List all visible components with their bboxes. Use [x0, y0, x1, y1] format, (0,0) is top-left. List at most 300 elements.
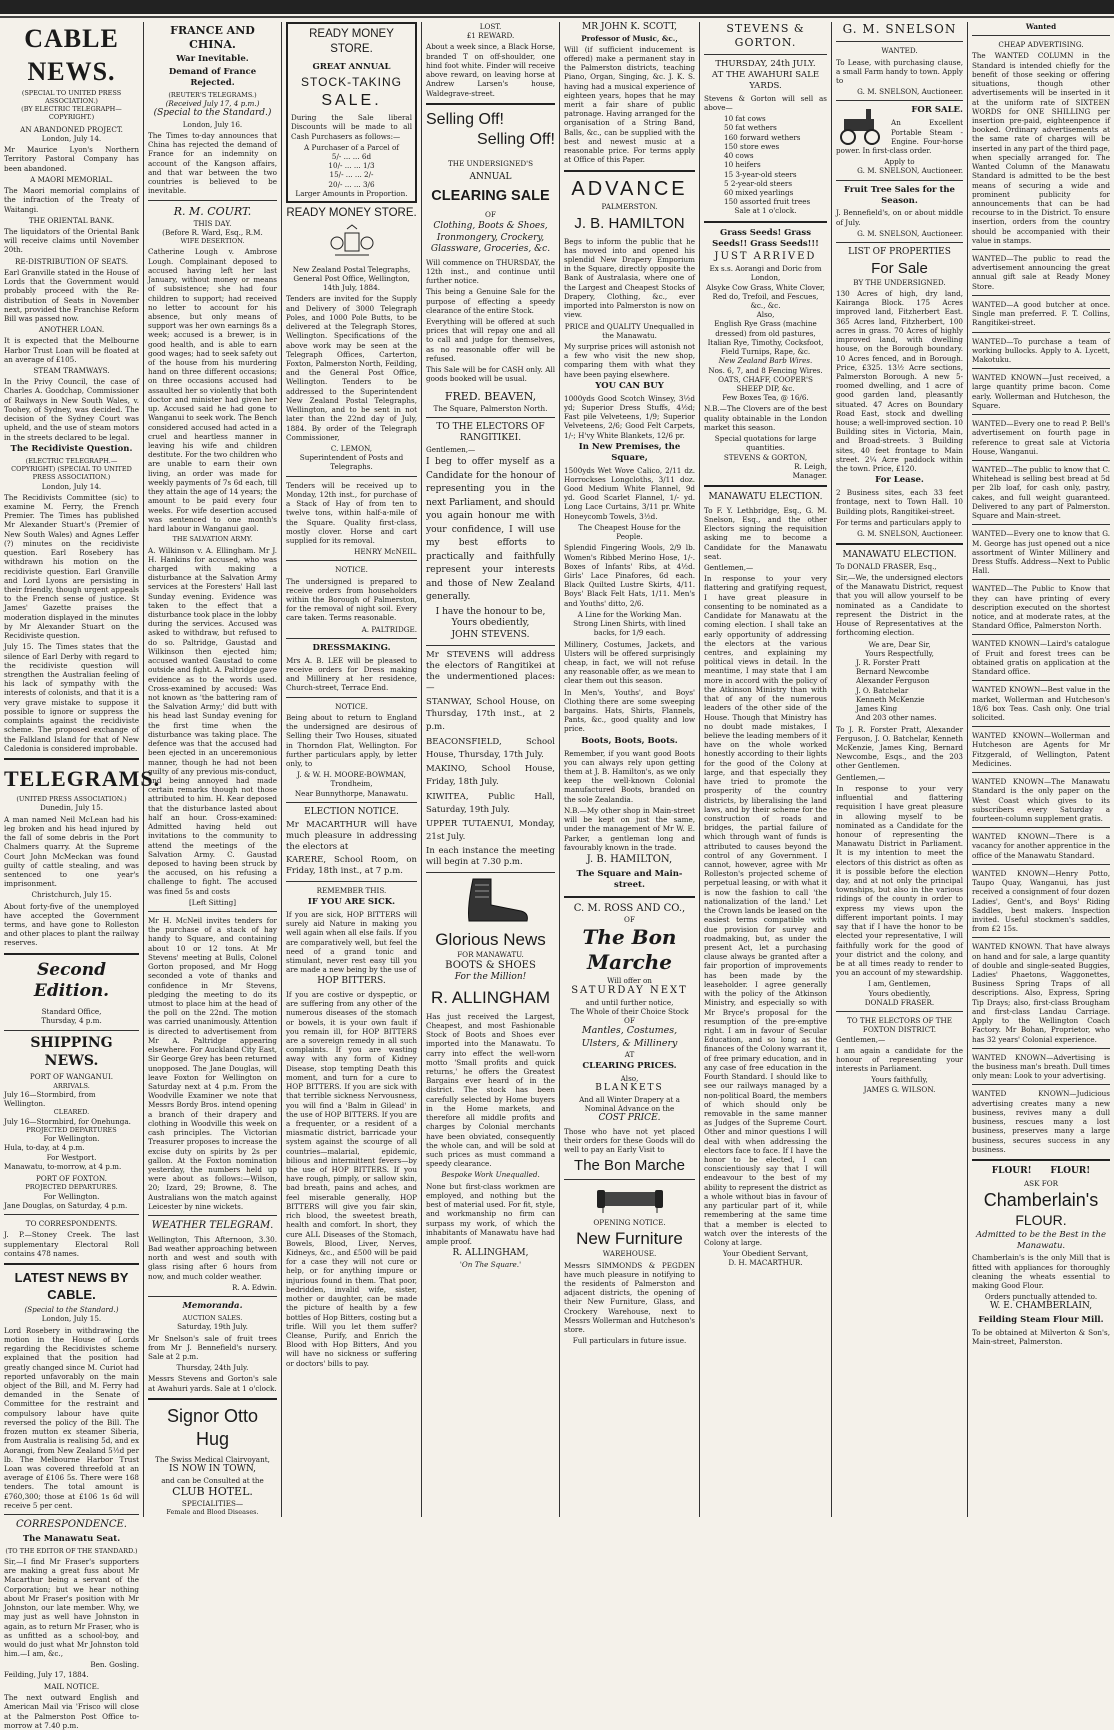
subhead: THE UNDERSIGNED'S — [447, 158, 534, 168]
list-item: WANTED KNOWN—Judicious advertising creates many a new business, revives many a dull business, rescues many a lost business, preserves many a large business, secures success in any business. — [972, 1089, 1110, 1154]
subhead: Manager. — [792, 470, 827, 480]
article-text: For terms and particulars apply to — [836, 517, 962, 527]
headline: FLOUR! FLOUR! — [991, 1165, 1091, 1176]
headline: The Bon Marche — [574, 1157, 685, 1175]
subhead: PORT OF WANGANUI. — [29, 1072, 114, 1082]
column-advance — [560, 22, 700, 1517]
subhead: The Cheapest House for the People. — [578, 522, 681, 542]
list-item: 150 store ewes — [724, 141, 780, 151]
list-item: Kenneth McKenzie — [856, 694, 925, 704]
letter-text: Sir,—We, the undersigned electors of the Manawatu District, request that you will allow yourself to be nominated as a Candidate to represent the District in the House of Representatives at the forthcoming election. — [836, 573, 963, 638]
subhead: (TO THE EDITOR OF THE STANDARD.) — [5, 1546, 138, 1555]
headline: DRESSMAKING. — [312, 642, 391, 653]
dateline: Dunedin, July 15. — [40, 803, 103, 813]
subhead: Female and Blood Diseases. — [166, 1508, 259, 1517]
subhead: 'On The Square.' — [459, 1259, 522, 1269]
headline: READY MONEY STORE. — [309, 28, 394, 55]
list-item: UPPER TUTAENUI, Monday, 21st July. — [426, 819, 555, 843]
subhead: BLANKETS — [595, 1083, 664, 1094]
list-item: Jane Douglas, on Saturday, 4 p.m. — [4, 1200, 128, 1210]
subhead: (Before R. Ward, Esq., R.M. — [162, 227, 263, 237]
list-item: For Wellington. — [43, 1134, 100, 1144]
article-text: Tenders are invited for the Supply and Delivery of 3000 Telegraph Poles, and 1000 Pole Butts, to be delivered at the Telegraph Stores, Wellington. Specifications of the above work may be seen at the Telegraph Offices, Carterton, Foxton, Palmerston North, Feilding, and the General Post Office, Wellington. Tenders to be addressed to the Superintendent New Zealand Postal Telegraphs, Wellington, and to be sent in not later than the 22nd day of July, 1884. By order of the Telegraph Commissioner, — [286, 294, 417, 442]
latest-news-title: LATEST NEWS BY CABLE. — [14, 1269, 129, 1302]
article-text: The next outward English and American Mail via 'Frisco will close at the Palmerston Post Office to-morrow at 7.40 p.m. — [4, 1693, 139, 1730]
correspondence-title: CORRESPONDENCE. — [16, 1519, 127, 1531]
subhead: HOP BITTERS. — [317, 976, 386, 987]
article-text: J. Bennefield's, on or about middle of July. — [836, 208, 963, 227]
article-text: To Lease, with purchasing clause, a small Farm handy to town. Apply to — [836, 57, 963, 86]
list-item: KIWITEA, Public Hall, Saturday, 19th July. — [426, 791, 555, 815]
steam-engine-icon — [836, 105, 888, 145]
subhead: SALE. — [321, 91, 382, 109]
subhead: WANTED. — [881, 46, 918, 56]
signature: G. M. SNELSON, Auctioneer. — [857, 228, 963, 238]
headline: FLOUR. — [1015, 1211, 1067, 1228]
subhead: OATS, CHAFF, COOPER'S SHEEP DIP, &c. — [718, 374, 813, 394]
headline: The Bon Marche — [582, 924, 677, 975]
subhead: CHEAP ADVERTISING. — [998, 40, 1084, 50]
article-text: In each instance the meeting will begin at 7.30 p.m. — [426, 845, 555, 867]
signature: DONALD FRASER. — [864, 997, 935, 1007]
subhead: IS NOW IN TOWN, — [168, 1464, 257, 1475]
list-item: 40 cows — [724, 151, 754, 161]
headline: MANAWATU ELECTION. — [708, 492, 823, 503]
list-item: BEACONSFIELD, School House, Thursday, 17th July. — [426, 736, 555, 760]
subhead: and can be Consulted at the — [161, 1475, 264, 1485]
article-text: The Times to-day announces that China has rejected the demand of France for an indemnity on account of the Kangson affairs, and that war between the two countries is believed to be inevitable. — [148, 131, 277, 196]
headline: TO THE ELECTORS OF THE FOXTON DISTRICT. — [846, 1016, 953, 1035]
subhead: (Special to the Standard.) — [24, 1305, 119, 1315]
list-item: 20/- ... ... 3/6 — [328, 179, 375, 189]
headline: TO THE ELECTORS OF RANGITIKEI. — [436, 421, 545, 444]
article-text: Messrs Stevens and Gorton's sale at Awahuri yards. Sale at 1 o'clock. — [148, 1374, 277, 1393]
subhead: Yours Respectfully, — [865, 648, 934, 658]
subhead: PROJECTED DEPARTURES — [26, 1125, 117, 1134]
headline: NOTICE. — [335, 565, 368, 575]
headline: ELECTION NOTICE. — [304, 806, 399, 817]
dateline: Christchurch, July 15. — [31, 890, 112, 900]
subhead: I am, Gentlemen, — [868, 979, 931, 989]
list-item: WANTED—The Public to Know that they can have printing of every description executed on the shortest notice, and at moderate rates, at the Standard Office, Palmerston North. — [972, 584, 1110, 631]
list-item: WANTED—Every one to read P. Bell's advertisement on fourth page in reference to great sale at Victoria House, Wanganui. — [972, 419, 1110, 456]
headline: Grass Seeds! Grass Seeds!! Grass Seeds!!! — [712, 227, 819, 249]
list-item: WANTED KNOWN—Just received, a large quantity prime bacon. Come early. Wollerman and Hutcheson, the Square. — [972, 373, 1110, 410]
subhead: SPECIALITIES— — [181, 1498, 244, 1508]
headline: THE ORIENTAL BANK. — [28, 215, 115, 225]
subhead: SATURDAY NEXT — [571, 984, 688, 996]
headline: New Furniture — [576, 1228, 683, 1248]
article-text: 130 Acres of high, dry land, Kairanga Block. 175 Acres improved land, Fitzherbert East. 365 Acres land, Fitzherbert, 100 acres in grass. 70 Acres of highly improved land, with dwelling house, on the Borough boundary. 10 Acres fenced, and in Borough. Price, £325. 13½ Acre sections, Palmerston Borough. A new 5-roomed dwelling, and 1 acre of good garden land, pleasantly situated. 47 Acres on Boundary Road East, stock and dwelling house; a well-improved section. 10 Building sites in Victoria, Main, and Broad-streets. 3 Building sites, 40 feet frontage to Main street. 2¼ Acre paddock within the town. Price, £120. — [836, 288, 963, 474]
subhead: and until further notice, — [585, 997, 674, 1007]
list-item: 50 fat wethers — [724, 123, 777, 133]
subhead: (Received July 17, 4 p.m.) — [165, 99, 260, 109]
subhead: BY THE UNDERSIGNED. — [853, 277, 946, 287]
subhead: Yours faithfully, — [871, 1075, 928, 1085]
signature: R. ALLINGHAM, — [452, 1248, 529, 1259]
headline: Wanted — [1025, 22, 1057, 31]
column-clearing-sale — [422, 22, 560, 1517]
article-text: Mr Snelson's sale of fruit trees from Mr J. Bennefield's nursery. Sale at 2 p.m. — [148, 1333, 277, 1361]
subhead: CLEARED. — [53, 1108, 90, 1117]
cable-subtitle: (SPECIAL TO UNITED PRESS ASSOCIATION.) — [21, 88, 122, 105]
subhead: AT THE AWAHURI SALE YARDS. — [711, 70, 820, 91]
article-text: An Excellent Portable Steam - Engine. Four-horse power. In first-class order. — [836, 118, 963, 155]
subhead: (REUTER'S TELEGRAMS.) — [168, 90, 257, 99]
article-text: Tenders will be received up to Monday, 12th inst., for purchase of a Stack of Hay of from ten to twelve tons, within half-a-mile of the Square. Quality first-class, mostly clover. Horse and cart supplied for its removal. — [286, 480, 417, 545]
coat-of-arms-icon — [327, 225, 377, 261]
subhead: For Lease. — [875, 475, 924, 486]
headline: Memoranda. — [182, 1301, 243, 1312]
list-item: WANTED KNOWN—Henry Potto, Taupo Quay, Wanganui, has just received a consignment of four dozen Ladies', Gent's, and Boys' Riding Saddles, best makers. Inspection invited. Useful stockmen's saddles, from £2 15s. — [972, 868, 1110, 934]
article-text: Mr STEVENS will address the electors of Rangitikei at the undermentioned places:— — [426, 650, 555, 693]
headline: J. B. HAMILTON — [574, 215, 685, 233]
subhead: Boots, Boots, Boots. — [581, 735, 678, 746]
article-text: The Recidivists Committee (sic) to examine M. Ferry, the French Premier. The Times has published Mr Alexander Stuart's (Premier of New South Wales) and Agnes Leffer (?) minutes on the recidiviste question. Earl Rosebery has withdrawn his motion on the recidiviste question. Earl Granville and Lord Lyons are persisting in their friendly, though urgent appeals to the French sense of justice. St James' Gazette praises the moderation displayed in the minutes by Mr Alexander Stuart on the Recidiviste question. — [4, 492, 139, 641]
subhead: I have the honour to be, — [435, 606, 546, 617]
signature: G. M. SNELSON, Auctioneer. — [857, 87, 963, 97]
second-edition-title: Second Edition. — [33, 959, 110, 1002]
signature: Ben. Gosling. — [90, 1660, 139, 1670]
list-item: WANTED—To purchase a team of working bullocks. Apply to A. Lycett, Makotuku. — [972, 336, 1110, 364]
headline: REMEMBER THIS. — [316, 885, 387, 895]
subhead: Orders punctually attended to. — [984, 1292, 1098, 1302]
subhead: YOU CAN BUY — [595, 380, 664, 391]
list-item: 5/- ... ... 6d — [331, 152, 372, 162]
boot-icon — [451, 877, 531, 925]
list-item: For Wellington. — [43, 1191, 100, 1201]
article-text: This Sale will be for CASH only. All goods booked will be usual. — [426, 365, 555, 384]
subhead: OPENING NOTICE. — [593, 1218, 666, 1228]
article-text: 1000yds Good Scotch Winsey, 3½d yd; Superior Dress Stuffs, 4½d; Fast pile Velveteens, 1/9; Superior Velveteens, 2/6; Good Felt Carpets, 1/-; H'vy White Blankets, 12/6 pr. — [564, 393, 695, 440]
subhead: WIFE DESERTION. — [180, 237, 245, 246]
article-text: Wellington, This Afternoon, 3.30. Bad weather approaching between north and west and south with glass rising after 6 hours from now, and much colder weather. — [148, 1234, 277, 1281]
subhead: Bespoke Work Unequalled. — [441, 1170, 540, 1180]
subhead: The Square and Main-street. — [576, 868, 683, 890]
subhead: JUST ARRIVED — [714, 251, 817, 263]
dateline: London, July 14. — [41, 481, 102, 491]
subhead: In New Premises, the Square, — [578, 441, 681, 463]
subhead: THURSDAY, 24th JULY. — [715, 59, 816, 70]
article-text: Will commence on THURSDAY, the 12th inst., and continue until further notice. — [426, 257, 555, 286]
subhead: New Zealand Barb Wires. — [718, 356, 813, 366]
list-item: 15 3-year-old steers — [724, 169, 797, 179]
signature: G. M. SNELSON, Auctioneer. — [857, 529, 963, 539]
letter-text: In response to your very influential and flattering requisition I have great pleasure in allowing myself to be nominated as a Candidate for the honour of representing the Manawatu District in Parliament. It is my intention to meet the electors of this district as often as it is possible before the election day, and at not only the principal townships, but also in the various ridings of the county in order to express my views upon the different important points. I may say that if I have the honor to be elected your representative, I will faithfully work for the good of your district and the colony, and be at all times ready to render to you an account of my stewardship. — [836, 783, 963, 978]
headline: IF YOU ARE SICK. — [307, 896, 396, 907]
subhead: Alsyke Cow Grass, White Clover, Red do, Trefoil, and Fescues, &c., &c. — [706, 282, 825, 311]
headline: Selling Off! — [477, 131, 555, 149]
subhead: Your Obedient Servant, — [722, 1249, 809, 1259]
article-text: The undersigned is prepared to receive orders from householders within the Borough of Palmerston, for the removal of night soil. Every care taken. Terms reasonable. — [286, 576, 417, 623]
sofa-icon — [595, 1184, 665, 1214]
article-text: Has just received the Largest, Cheapest, and most Fashionable Stock of Boots and Shoes ever imported into the Manawatu. To carry into effect the well-worn motto 'Small profits and quick returns,' he offers the Greatest Bargains ever heard of in the district. The stock has been carefully selected by Home buyers in the Home markets, and therefore all middle profits and charges by Colonial merchants have been obviated, consequently the whole can, and will be sold at such prices as must command a speedy clearance. — [426, 1011, 555, 1169]
list-item: 10 heifers — [724, 160, 761, 170]
list-item: Manawatu, to-morrow, at 4 p.m. — [4, 1161, 122, 1171]
list-item: WANTED—The public to read the advertisement announcing the great annual gift sale at Ready Money Store. — [972, 254, 1110, 291]
subhead: AT — [624, 1049, 635, 1059]
subhead: Thursday, 4 p.m. — [41, 1016, 102, 1026]
list-item: July 16—Stormbird, for Onehunga. — [4, 1116, 131, 1126]
subhead: Gentlemen,— — [836, 772, 886, 782]
subhead: Gentlemen,— — [704, 563, 754, 573]
subhead: Admitted to be the Best in the Manawatu. — [976, 1229, 1106, 1251]
list-item: For Westport. — [46, 1152, 97, 1162]
article-text: If you are costive or dyspeptic, or are suffering from any other of the numerous diseases of the stomach or bowels, it is your own fault if you remain ill, for HOP BITTERS are a sovereign remedy in all such complaints. If you are wasting away with any form of Kidney Disease, stop tempting Death this moment, and turn for a cure to HOP BITTERS. If you are sick with that terrible sickness Nervousness, you will find a 'Balm in Gilead' in the use of HOP BITTERS. If you are a frequenter, or a resident of a miasmatic district, barricade your system against the scourge of all countries—malarial, epidemic, bilious and intermittent fevers—by the use of HOP BITTERS. If you have rough, pimply, or sallow skin, bad breath, pains and aches, and feel miserable generally, HOP BITTERS will give you fair skin, rich blood, the sweetest breath, health and comfort. In short, they cure ALL Diseases of the Stomach, Bowels, Blood, Liver, Nerves, Kidneys, &c., and £500 will be paid for a case they will not cure or help, or for anything impure or injurious found in them. That poor, bedridden, invalid wife, sister, mother or daughter, can be made the picture of health by a few bottles of Hop Bitters, costing but a trifle. Will you let them suffer? Cleanse, Purify, and Enrich the Blood with Hop Bitters, And you will have no sickness or suffering or doctors' bills to pay. — [286, 989, 417, 1368]
subhead: Also, — [756, 310, 775, 320]
dateline: London, July 16. — [182, 119, 243, 129]
article-text: Lord Rosebery in withdrawing the motion in the House of Lords regarding the Recidivistes scheme explained that the position had greatly changed since M. Curiot had reported unfavorably on the main object of the Bill, and M. Ferry had demanded in the Senate of Committee for the restraint and compulsory labour have quite reversed the policy of the Bill. The frozen mutton ex steamer Siberia, from Australia is realising 5d, and ex Aorangi, from New Zealand 5½d per lb. The Melbourne Harbor Trust Loan was covered threefold at an average of £106 5s. There were 168 tenders. The total amount is £760,300; those at £106 1s 6d will receive 5 per cent. — [4, 1325, 140, 1510]
subhead: Professor of Music, &c., — [581, 33, 678, 43]
signature: W. E. CHAMBERLAIN, — [989, 1301, 1093, 1312]
list-item: WANTED—Every one to know that G. M. George has just opened out a nice assortment of Winter Millinery and Dress Stuffs. Address—Next to Public Hall. — [972, 529, 1110, 576]
list-item: 5 2-year-old steers — [724, 178, 793, 188]
list-item: Alexander Ferguson — [856, 676, 930, 686]
subhead: Also, — [620, 1073, 639, 1083]
shipping-title: SHIPPING NEWS. — [30, 1034, 113, 1069]
headline: NOTICE. — [335, 701, 368, 711]
article-text: None but first-class workmen are employed, and nothing but the best of material used. For fit, style, and workmanship no firm can surpass my work, of which the inhabitants of Manawatu have had ample proof. — [426, 1181, 555, 1246]
list-item: Hula, to-day, at 4 p.m. — [4, 1143, 85, 1153]
subhead: Standard Office, — [41, 1007, 102, 1017]
subhead: War Inevitable. — [176, 54, 249, 65]
subhead: Yours obediently, — [868, 988, 931, 998]
list-item: WANTED KNOWN—There is a vacancy for another apprentice in the office of the Manawatu Standard. — [972, 832, 1110, 860]
subhead: Special quotations for large quantities. — [714, 434, 817, 453]
article-text: Clothing, Boots & Shoes, Ironmongery, Crockery, Glassware, Groceries, &c. — [430, 221, 551, 255]
signature: C. LEMON, — [330, 443, 373, 453]
subhead: ASK FOR — [1023, 1179, 1059, 1189]
signature: JOHN STEVENS. — [451, 629, 530, 640]
cable-news-title: CABLE NEWS. — [24, 24, 119, 87]
subhead: Sale at 1 o'clock. — [734, 206, 797, 216]
article-text: In Men's, Youths', and Boys' Clothing there are some sweeping bargains. Hats, Shirts, Flannels, Pants, &c., good quality and low price. — [564, 687, 695, 734]
headline: WEATHER TELEGRAM. — [151, 1220, 274, 1232]
article-text: 1500yds Wet Wove Calico, 2/11 dz. Horrockses Longcloths, 3/11 doz. Good Medium White Flannel, 9d yd. Good Scarlet Flannel, 1/- yd. Long Lace Curtains, 3/11 pr. White Honeycomb Towels, 3½d. — [564, 465, 695, 521]
subhead: PROJECTED DEPARTURES. — [25, 1183, 118, 1192]
column-snelson — [832, 22, 968, 1517]
subhead: Strong Linen Shirts, with lined backs, for 1/9 each. — [573, 619, 686, 638]
headline: Signor Otto Hug — [166, 1405, 259, 1449]
article-text: Earl Granville stated in the House of Lords that the Government would probably proceed with the Re-distribution of Seats in November next, provided the Franchise Reform Bill was passed now. — [4, 267, 139, 323]
list-item: WANTED—The public to know that C. Whitehead is selling best bread at 5d per 2lb loaf, for cash only, pastry, cakes, and full weight guaranteed. Delivered to any part of Palmerston. Square and Main-street. — [972, 464, 1110, 521]
subhead: Superintendent of Posts and Telegraphs. — [299, 453, 404, 472]
subhead: Feilding Steam Flour Mill. — [978, 1315, 1104, 1325]
list-item: 10 fat cows — [724, 114, 766, 124]
telegrams-title: TELEGRAMS. — [4, 765, 161, 791]
article-text: Mr MACARTHUR will have much pleasure in addressing the electors at — [286, 820, 417, 853]
headline: LOST. — [479, 22, 502, 31]
headline: MR JOHN K. SCOTT, — [581, 22, 677, 32]
headline: C. M. ROSS AND CO., — [573, 902, 686, 914]
column-stevens-gorton — [700, 22, 832, 1517]
headline: LIST OF PROPERTIES — [848, 247, 951, 258]
subhead: Ex s.s. Aorangi and Doric from London, — [709, 264, 822, 283]
subhead: A Purchaser of a Parcel of — [304, 142, 399, 152]
subhead: STOCK-TAKING — [301, 75, 402, 90]
article-text: Chamberlain's is the only Mill that is fitted with appliances for thoroughly cleaning the wheats essential to making Good Flour. — [972, 1253, 1110, 1291]
signature: G. M. SNELSON, Auctioneer. — [857, 166, 963, 176]
subhead: Full particulars in future issue. — [572, 1336, 687, 1346]
subhead: PORT OF FOXTON. — [36, 1174, 107, 1184]
article-text: Messrs SIMMONDS & PEGDEN have much pleasure in notifying to the residents of Palmerston and adjacent districts, the opening of their New Furniture, Glass, and Crockery Warehouse, next to Messrs Wollerman and Hutcheson's store. — [564, 1260, 695, 1335]
subhead: CLUB HOTEL. — [172, 1484, 253, 1498]
headline: The Manawatu Seat. — [22, 1533, 121, 1544]
list-item: Bernard Newcombe — [856, 667, 929, 677]
letter-text: Sir,—I find Mr Fraser's supporters are making a great fuss about Mr Macarthur being a servant of the Corporation; but we hear nothing about Mr Fraser's position with Mr Johnston, our late member. Why, we may just as well have Johnston in again, as to return Mr Fraser, who is as unfitted as a school-boy, and would do just what Mr Johnston told him.—I am, &c., — [4, 1557, 139, 1659]
article-text: In the Privy Council, the case of Charles A. Goodchap, Commissioner of Railways in New South Wales, v. Toohey, of Sydney, was decided. The decision of the Sydney Court was upheld, and the use of steam motors in the streets declared to be legal. — [4, 377, 139, 442]
headline: Selling Off! — [426, 110, 504, 128]
article-text: A man named Neil McLean had his leg broken and his head injured by the fall of some debris in the Port Chalmers quarry. At the Supreme Court John McMeckan was found guilty of cattle stealing, and was sentenced to one year's imprisonment. — [4, 814, 139, 889]
subhead: Larger Amounts in Proportion. — [295, 188, 408, 198]
article-text: Those who have not yet placed their orders for these Goods will do well to pay an Early Visit to — [564, 1126, 695, 1154]
headline: R. M. COURT. — [173, 204, 252, 218]
list-item: And 203 other names. — [856, 713, 937, 723]
article-text: Being about to return to England the undersigned are desirous of Selling their Two Houses, situated in Thorndon Flat, Wellington. For further particulars apply, by letter only, to — [286, 712, 417, 768]
subhead: (Special to the Standard.) — [153, 108, 272, 119]
article-text: Splendid Fingering Wools, 2/9 lb. Women's Ribbed Merino Hose, 1/-. Boxes of Infants' Ribs, at 4½d. Girls' Lace Pinafores, 6d each. Black Quilted Lustre Skirts, 4/11. Boys' Black Felt Hats, 1/11. Men's and Youths' ditto, 2/6. — [564, 543, 695, 608]
list-item: July 16—Stormbird, from Wellington. — [4, 1089, 96, 1109]
list-item: 10/- ... ... 1/3 — [328, 161, 375, 171]
subhead: THIS DAY. — [193, 218, 232, 228]
article-text: Begs to inform the public that he has moved into and opened his splendid New Drapery Emporium in the Square, directly opposite the Bank of Australasia, where one of the Largest and Cheapest Stocks of Drapery, Clothing, &c., ever imported into Palmerston is now on view. — [564, 236, 695, 320]
headline: MANAWATU ELECTION. — [842, 550, 957, 561]
article-text: A. Wilkinson v. A. Ellingham. Mr J. H. Hankins for accused, who was charged with making a disturbance at the Salvation Army services at the Foresters' Hall last Sunday evening. Evidence was taken to the effect that a disturbance took place in the lobby during the services. Accused was asked to withdraw, but refused to do so. Paltridge, Gaustad and Wilkinson then ejected him; accused wanted Gaustad to come outside and fight. A. Paltridge gave evidence as to the words used. Cross-examined by accused: Was not known as 'the battering ram of the Salvation Army;' did butt with his head last Sunday evening for the first time when the disturbance was taking place. The defence was that the accused had been ejected in an unceremonious manner, though he had not been guilty of any previous mis-conduct, and being annoyed had made certain remarks though not those attributed to him. H. Kear deposed that the disturbance lasted about half an hour. Cross-examined: Admitted having held out invitations to the community to attend the meetings of the Salvation Army. C. Gaustad deposed to having been struck by the accused, on his refusing a challenge to fight. The accused was fined 5s and costs — [148, 545, 277, 896]
headline: Chamberlain's — [983, 1189, 1099, 1210]
article-text: N.B.—The Clovers are of the best quality obtainable in the London market this season. — [704, 404, 827, 432]
list-item: J. R. Forster Pratt — [856, 658, 921, 668]
list-item: WANTED KNOWN—Advertising is the business man's breath. Dull times only mean: Look to your advertising. — [972, 1052, 1110, 1081]
subhead: Few Boxes Tea, @ 16/6. — [722, 393, 809, 403]
subhead: To DONALD FRASER, Esq., — [836, 561, 937, 571]
headline: TO CORRESPONDENTS. — [25, 1219, 118, 1229]
article-text: KARERE, School Room, on Friday, 18th inst., at 7 p.m. — [286, 855, 417, 876]
subhead: PALMERSTON. — [601, 202, 658, 212]
subhead: English Rye Grass (machine dressed) from old pastures, Italian Rye, Timothy, Cocksfoot, Field Turnips, Rape, &c. — [707, 319, 824, 357]
subhead: THE SALVATION ARMY. — [172, 535, 253, 544]
masthead-rule — [0, 0, 1114, 14]
subhead: A Line for the Working Man. — [577, 609, 682, 619]
headline: READY MONEY STORE. — [286, 207, 417, 220]
signature: D. H. MACARTHUR. — [728, 1258, 803, 1268]
list-item: WANTED KNOWN—The Manawatu Standard is the only paper on the West Coast which gives to its subscribers every Saturday a fourteen-column supplement gratis. — [972, 777, 1110, 823]
article-text: My surprise prices will astonish not a few who visit the new shop, comparing them with what they have been paying elsewhere. — [564, 341, 695, 379]
article-text: Stevens & Gorton will sell as above— — [704, 93, 827, 112]
column-france-china — [144, 22, 282, 1517]
headline: CLEARING SALE — [431, 188, 550, 205]
headline: The Recidiviste Question. — [10, 443, 133, 454]
headline: STEAM TRAMWAYS. — [33, 366, 110, 376]
subhead: Yours obediently, — [451, 618, 530, 629]
signature: JAMES G. WILSON. — [863, 1084, 936, 1094]
subhead: FOR MANAWATU. — [457, 950, 524, 960]
signature: J. B. HAMILTON, — [586, 853, 673, 865]
headline: FRANCE AND CHINA. — [170, 24, 255, 52]
ready-money-store-ad — [286, 22, 417, 203]
column-ready-money-store — [282, 22, 422, 1517]
headline: STEVENS & GORTON. — [726, 22, 805, 50]
article-text: Remember, if you want good Boots you can always rely upon getting them at J. B. Hamilton's, as we only keep the well-known Colonial manufactured Boots, branded on the sole Zealandia. — [564, 748, 695, 804]
article-text: During the Sale liberal Discounts will be made to all Cash Purchasers as follows:— — [291, 113, 412, 141]
article-text: The Maori memorial complains of the infraction of the Treaty of Waitangi. — [4, 186, 139, 214]
signature: STEVENS & GORTON, — [723, 452, 808, 462]
dateline: London, July 15. — [41, 1314, 102, 1324]
headline: A MAORI MEMORIAL. — [30, 174, 113, 184]
signature: A. PALTRIDGE. — [361, 624, 417, 634]
list-item: WANTED KNOWN. That have always on hand and for sale, a large quantity of double and single-seated Buggies, Ladies' Phaetons, Waggonettes, Business Spring Traps of all descriptions. Also, Express, Spring Tip Drays; also, first-class Brougham and first-class Landau Carriage. Apply to the Wellington Coach Factory. Mr Bohan, Proprietor, who has 32 years' Colonial experience. — [972, 942, 1110, 1044]
list-item: James King — [856, 704, 898, 714]
subhead: Mantles, Costumes, Ulsters, & Millinery — [581, 1025, 678, 1049]
letter-text: I am again a candidate for the honour of representing your interests in Parliament. — [836, 1045, 963, 1074]
column-wanted — [968, 22, 1114, 1517]
subhead: CLEARING PRICES. — [582, 1060, 677, 1071]
dateline: Thursday, 24th July. — [176, 1363, 249, 1373]
letter-text: In response to your very flattering and gratifying request, I have great pleasure in consenting to be nominated as a Candidate for Manawatu at the coming election. I shall take an early opportunity of addressing the electors at the various centres, and explaining my political views in detail. In the meantime, I may state that I am more in accord with the policy of the Atkinson Ministry than with that of any of the numerous leaders of the other side of the House. Though that Ministry has no doubt made mistakes, I believe the leading members of it have on the whole worked honestly according to their lights for the good of the Colony at large, and that especially they have tried to promote the prosperity of the country districts, by liberalising the land laws, and by their scheme for the construction of roads and bridges, the partial failure of which through want of funds is attributed to causes beyond the control of any Government. I cannot, however, agree with Mr Rolleston's projected scheme of perpetual leasing, or with what it is now the fashion to call 'the nationalization of the land.' Let the Crown lands be leased on the easiest terms compatible with due provision for survey and roadmaking, but, as under the present Act, let a purchasing clause always be granted after a fair proportion of improvements has been made by the leaseholder. I agree generally with the policy of the Atkinson Ministry, and especially so with Mr Bryce's proposal for the resumption of the pre-emptive right. I am in favour of Secular Education, and so long as the finances of the Colony warrant it, of free primary education, and in any case of free education in the Fourth Standard. I should like to see our railways managed by a non-political Board, the members of which should only be removable in the same manner as Judges of the Supreme Court. Other and minor questions I will deal with when addressing the electors face to face. If I have the honor to be elected, I can conscientiously say that I will endeavour to the best of my ability to represent the district as a whole without bias in favour of any particular part of it, while remembering at the same time that a member is elected to watch over the interests of the Colony at large. — [704, 574, 827, 1247]
article-text: The liquidators of the Oriental Bank will receive claims until November 20th. — [4, 226, 139, 255]
list-item: 60 mixed yearlings — [724, 187, 794, 197]
article-text: To be obtained at Milverton & Son's, Main-street, Palmerston. — [972, 1327, 1110, 1347]
subhead: Apply to — [884, 157, 915, 167]
dateline: London, July 14. — [41, 134, 102, 143]
headline: MAIL NOTICE. — [43, 1681, 100, 1691]
article-text: To F. Y. Lethbridge, Esq., G. M. Snelson, Esq., and the other Electors signing the requisition asking me to become a Candidate for the Manawatu seat. — [704, 505, 827, 561]
subhead: Trondheim, — [330, 779, 373, 789]
cable-subtitle-2: (BY ELECTRIC TELEGRAPH—COPYRIGHT.) — [21, 105, 122, 122]
article-text: N.B.—My other shop in Main-street will be kept on just the same, under the management of Mr W. E. Parker, a gentleman long and favourably known in the trade. — [564, 805, 695, 852]
subhead: ARRIVALS. — [53, 1081, 90, 1090]
signature: R. A. Edwin. — [232, 1282, 277, 1292]
headline: ANOTHER LOAN. — [38, 325, 105, 335]
signature: FRED. BEAVEN, — [444, 389, 537, 403]
list-item: 150 assorted fruit trees — [724, 197, 811, 207]
signature: HENRY McNEIL. — [354, 547, 417, 557]
subhead: [Left Sitting] — [189, 897, 236, 907]
subhead: FOR SALE. — [911, 105, 963, 116]
list-item: 15/- ... ... 2/- — [329, 170, 374, 180]
subhead: (UNITED PRESS ASSOCIATION.) — [16, 795, 127, 804]
headline: ADVANCE — [571, 177, 688, 200]
list-item: WANTED KNOWN—Wollerman and Hutcheson are Agents for Mr Fitzgerald, of Wellington, Patent Medicines. — [972, 731, 1110, 768]
signature: R. Leigh, — [794, 461, 827, 471]
list-item: WANTED KNOWN—Laird's catalogue of Fruit and forest trees can be obtained gratis on application at the Standard office. — [972, 639, 1110, 677]
article-text: About forty-five of the unemployed have accepted the Government terms, and have gone to Rolleston and other places to plant the railway reserves. — [4, 901, 139, 948]
headline: R. ALLINGHAM — [430, 987, 551, 1007]
list-item: WANTED KNOWN—Best value in the market, Wollerman and Hutcheson's 18/6 box Teas. Cash only. One trial solicited. — [972, 685, 1110, 722]
headline: G. M. SNELSON — [842, 22, 957, 36]
subhead: OF — [624, 915, 635, 925]
subhead: For the Million! — [454, 972, 527, 983]
article-text: The WANTED COLUMN in the Standard is intended chiefly for the benefit of those seeking or offering situations, though other advertisements will be inserted in it at the uniform rate of SIXTEEN WORDS for ONE SHILLING per insertion pre-paid, eighteenpence if booked. Ordinary advertisements at the same rate of charges will be inserted in any part of the third page, when specially arranged for. The Wanted Column of the Manawatu Standard is admitted to be the best means of securing a wide and prominent publicity for announcements that can be had recourse to in the District. To ensure insertion, orders from the country should be accompanied with their value in stamps. — [972, 51, 1110, 245]
list-item: MAKINO, School House, Friday, 18th July. — [426, 764, 555, 788]
signature: J. & W. H. MOORE-BOWMAN, — [297, 770, 406, 780]
article-text: Will (if sufficient inducement is offered) make a permanent stay in the Palmerston districts, teaching Piano, Organ, Singing, &c. J. K. S. having had a musical experience of eighteen years, hopes that he may merit a fair share of public patronage. Having arranged for the organisation of a String Band, Balls, &c., can be supplied with the best and newest music at a reasonable price. For terms apply at Office of this Paper. — [564, 44, 695, 165]
list-item: J. O. Batchelar — [856, 685, 909, 695]
list-item: 160 forward wethers — [724, 132, 801, 142]
subhead: And all Winter Drapery at a Nominal Advance on the — [579, 1094, 680, 1113]
subhead: Gentlemen,— — [836, 1034, 886, 1044]
subhead: We are, Dear Sir, — [868, 639, 931, 649]
subhead: Near Bunnythorpe, Manawatu. — [294, 788, 409, 798]
subhead: Nos. 6, 7, and 8 Fencing Wires. — [708, 365, 823, 375]
article-text: It is expected that the Melbourne Harbor Trust Loan will be floated at an average of £105. — [4, 336, 139, 364]
subhead: OF — [624, 1016, 635, 1026]
subhead: AUCTION SALES. — [182, 1314, 243, 1323]
article-text: 2 Business sites, each 33 feet frontage, next to Town Hall. 10 Building plots, Rangitikei-street. — [836, 488, 963, 516]
subhead: £1 REWARD. — [466, 31, 515, 41]
subhead: The Square, Palmerston North. — [433, 403, 548, 413]
article-text: Mr Maurice Lyon's Northern Territory Pastoral Company has been abandoned. — [4, 145, 139, 173]
article-text: To J. R. Forster Pratt, Alexander Ferguson, J. O. Batchelar, Kenneth McKenzie, James King, Bernard Newcombe, Esqs., and the 203 other Gentlemen. — [836, 724, 963, 771]
